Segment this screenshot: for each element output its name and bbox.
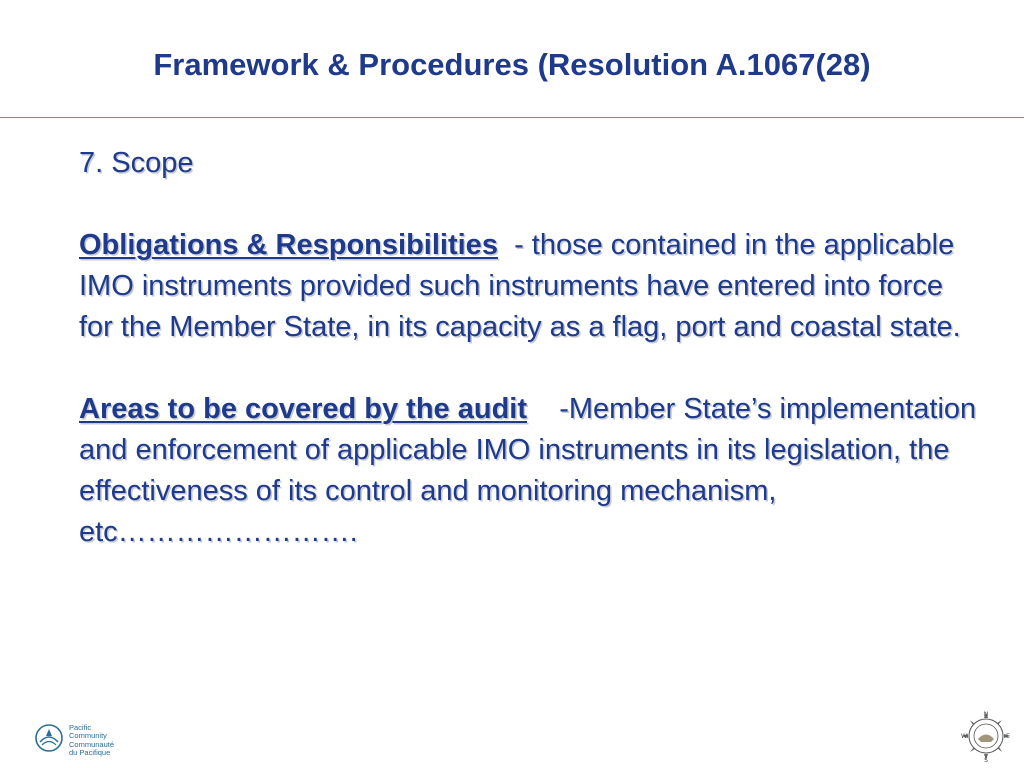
logo-line: Pacific xyxy=(69,723,92,732)
compass-east-label: E xyxy=(1006,733,1010,740)
compass-rose-seal-icon xyxy=(958,708,1014,764)
paragraph-obligations xyxy=(79,225,979,348)
audit-areas-text: -Member State’s implementation and enforcement of applicable IMO instruments in its legislation, the effectiveness of its control and monitoring mechanism, etc……………………. xyxy=(79,393,985,548)
obligations-heading: Obligations & Responsibilities xyxy=(79,229,498,261)
pacific-community-logo-text xyxy=(69,724,114,758)
logo-line: Community xyxy=(69,731,107,741)
compass-north-label: N xyxy=(983,711,989,718)
paragraph-audit-areas xyxy=(79,389,985,553)
compass-west-label: W xyxy=(961,733,967,740)
pacific-community-logo xyxy=(34,721,154,761)
audit-areas-heading: Areas to be covered by the audit xyxy=(79,393,528,425)
obligations-text: - those contained in the applicable IMO instruments provided such instruments have entered into force for the Member State, in its capacity as a flag, port and coastal state. xyxy=(79,229,963,343)
slide-body xyxy=(79,143,985,553)
scope-heading: 7. Scope xyxy=(79,147,194,179)
logo-line: du Pacifique xyxy=(69,748,111,758)
pacific-community-emblem-icon xyxy=(34,723,64,753)
logo-line: Communauté xyxy=(69,739,115,749)
slide-title: Framework & Procedures (Resolution A.1067(28) xyxy=(153,47,871,82)
title-divider xyxy=(0,117,1024,118)
compass-south-label: S xyxy=(984,757,988,764)
